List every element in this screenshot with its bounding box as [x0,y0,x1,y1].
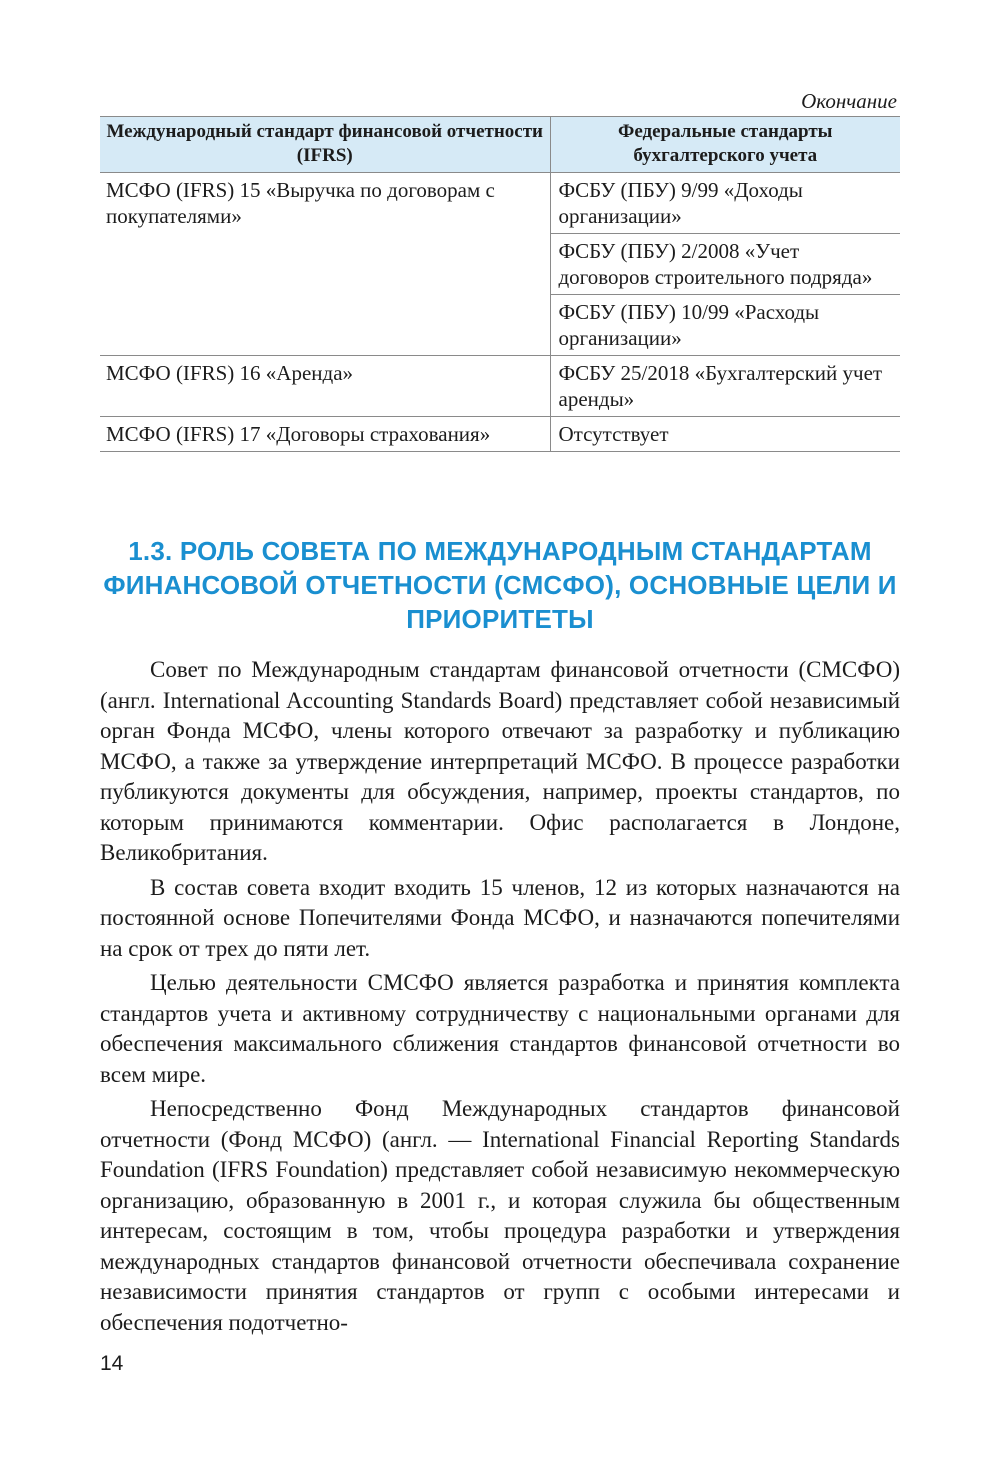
ifrs-cell: МСФО (IFRS) 16 «Аренда» [100,356,550,417]
body-text [100,655,900,1342]
ifrs-cell: МСФО (IFRS) 15 «Выручка по договорам с покупателями» [100,173,550,356]
section-title: 1.3. РОЛЬ СОВЕТА ПО МЕЖДУНАРОДНЫМ СТАНДАРТАМ ФИНАНСОВОЙ ОТЧЕТНОСТИ (СМСФО), ОСНОВНЫЕ ЦЕЛИ И ПРИОРИТЕТЫ [103,536,897,634]
paragraph: Непосредственно Фонд Международных стандартов финансовой отчетности (Фонд МСФО) (англ. — International Financial Reporting Standards Foundation (IFRS Foundation) представляет собой независимую некоммерческую организацию, образованную в 2001 г., и которая служила бы общественным интересам, состоящим в том, чтобы процедура разработки и утверждения международных стандартов финансовой отчетности обеспечивала сохранение независимости принятия стандартов от групп с особыми интересами и обеспечения подотчетно- [100,1096,900,1335]
page-number: 14 [100,1352,124,1375]
fsbu-cell: ФСБУ (ПБУ) 10/99 «Расходы организации» [550,295,900,356]
table-row [100,173,900,234]
fsbu-cell: ФСБУ (ПБУ) 9/99 «Доходы организации» [550,173,900,234]
header-fsbu: Федеральные стандарты бухгалтерского учета [550,117,900,173]
table-row [100,356,900,417]
fsbu-cell: ФСБУ (ПБУ) 2/2008 «Учет договоров строительного подряда» [550,234,900,295]
table-row [100,417,900,452]
paragraph: Целью деятельности СМСФО является разработка и принятия комплекта стандартов учета и активному сотрудничеству с национальными органами для обеспечения максимального сближения стандартов финансовой отчетности во всем мире. [100,970,900,1087]
table-header-row [100,117,900,173]
ifrs-cell: МСФО (IFRS) 17 «Договоры страхования» [100,417,550,452]
fsbu-cell: Отсутствует [550,417,900,452]
standards-table [100,116,900,452]
table-continuation-label: Окончание [801,89,897,113]
paragraph: Совет по Международным стандартам финансовой отчетности (СМСФО) (англ. International Accounting Standards Board) представляет собой независимый орган Фонда МСФО, члены которого отвечают за разработку и публикацию МСФО, а также за утверждение интерпретаций МСФО. В процессе разработки публикуются документы для обсуждения, например, проекты стандартов, по которым принимаются комментарии. Офис располагается в Лондоне, Великобритания. [100,657,900,865]
fsbu-cell: ФСБУ 25/2018 «Бухгалтерский учет аренды» [550,356,900,417]
paragraph: В состав совета входит входить 15 членов, 12 из которых назначаются на постоянной основе Попечителями Фонда МСФО, и назначаются попечителями на срок от трех до пяти лет. [100,874,900,961]
header-ifrs: Международный стандарт финансовой отчетности (IFRS) [100,117,550,173]
